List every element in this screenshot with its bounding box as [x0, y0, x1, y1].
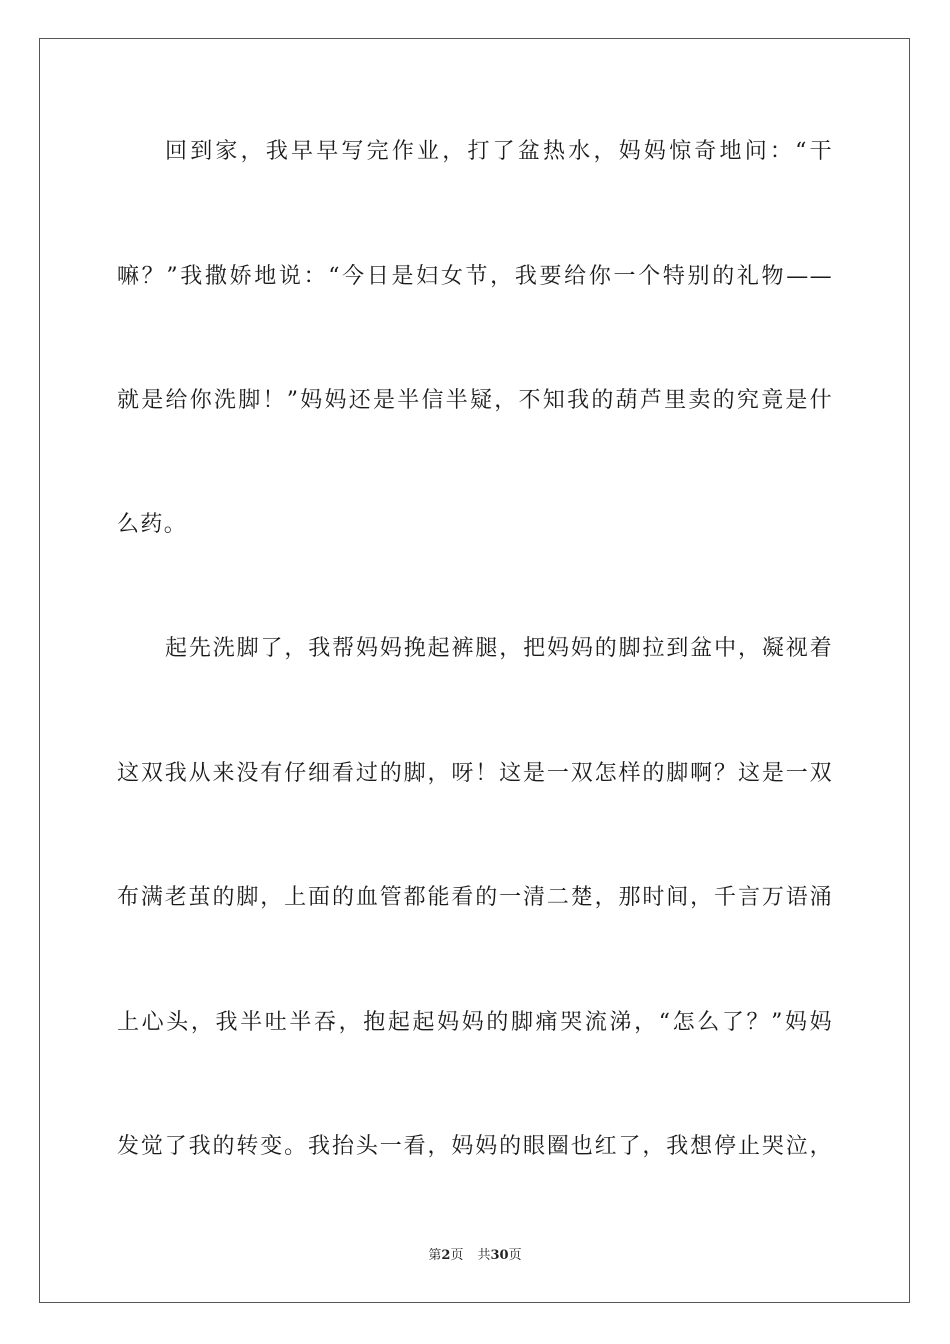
- paragraph-1-line-4: 么药。: [117, 512, 188, 537]
- paragraph-2-line-5: 发觉了我的转变。我抬头一看，妈妈的眼圈也红了，我想停止哭泣，: [117, 1134, 833, 1159]
- current-page-number: 2: [441, 1248, 451, 1263]
- paragraph-2-line-2: 这双我从来没有仔细看过的脚，呀！这是一双怎样的脚啊？这是一双: [117, 761, 833, 786]
- total-page-number: 30: [490, 1248, 509, 1263]
- paragraph-1-line-2: 嘛？”我撒娇地说：“今日是妇女节，我要给你一个特别的礼物——: [117, 264, 833, 289]
- paragraph-1-line-3: 就是给你洗脚！”妈妈还是半信半疑，不知我的葫芦里卖的究竟是什: [117, 388, 833, 413]
- paragraph-2-line-1: 起先洗脚了，我帮妈妈挽起裤腿，把妈妈的脚拉到盆中，凝视着: [165, 636, 833, 661]
- paragraph-2-line-4: 上心头，我半吐半吞，抱起起妈妈的脚痛哭流涕，“怎么了？”妈妈: [117, 1010, 833, 1035]
- total-pages-indicator: 共30页: [477, 1248, 522, 1263]
- paragraph-2-line-3: 布满老茧的脚，上面的血管都能看的一清二楚，那时间，千言万语涌: [117, 885, 833, 910]
- page-border: [39, 38, 910, 1303]
- paragraph-1-line-1: 回到家，我早早写完作业，打了盆热水，妈妈惊奇地问：“干: [165, 139, 833, 164]
- page-indicator: 第2页: [428, 1248, 464, 1263]
- page-footer: [0, 1247, 950, 1265]
